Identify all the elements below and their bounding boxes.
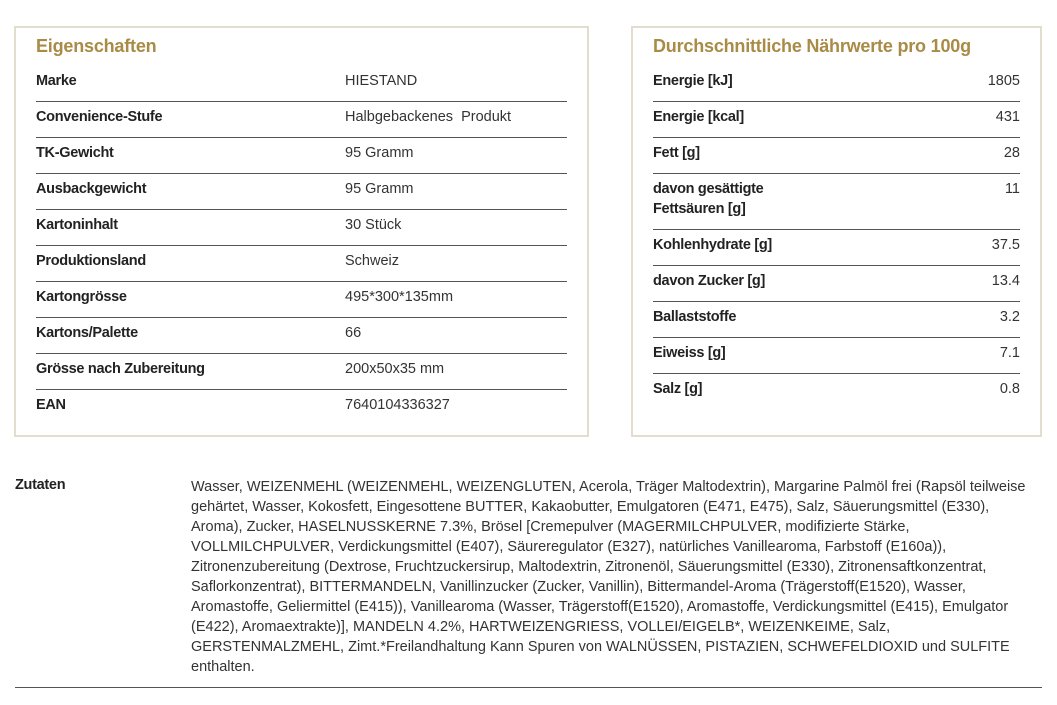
property-label: Kartons/Palette bbox=[36, 325, 138, 341]
nutrition-panel bbox=[631, 26, 1042, 437]
property-label: EAN bbox=[36, 397, 66, 413]
nutrition-value: 7.1 bbox=[999, 345, 1020, 361]
nutrition-label: Fett [g] bbox=[653, 145, 700, 161]
property-row-carton-size bbox=[36, 282, 567, 318]
nutrition-label: Energie [kcal] bbox=[653, 109, 744, 125]
property-row-bake-weight bbox=[36, 174, 567, 210]
ingredients-label: Zutaten bbox=[15, 477, 66, 493]
property-row-convenience bbox=[36, 102, 567, 138]
property-row-brand bbox=[36, 66, 567, 102]
ingredients-divider bbox=[15, 687, 1042, 688]
property-row-size-prepared bbox=[36, 354, 567, 390]
property-value: 95 Gramm bbox=[345, 145, 414, 161]
property-value: 95 Gramm bbox=[345, 181, 414, 197]
property-row-ean bbox=[36, 390, 567, 426]
property-value: 66 bbox=[345, 325, 362, 341]
nutrition-table bbox=[653, 66, 1020, 410]
nutrition-value: 0.8 bbox=[999, 381, 1020, 397]
property-label: Produktionsland bbox=[36, 253, 146, 269]
property-value: Schweiz bbox=[345, 253, 399, 269]
nutrition-row-sugar bbox=[653, 266, 1020, 302]
nutrition-row-carbohydrates bbox=[653, 230, 1020, 266]
property-label: Marke bbox=[36, 73, 77, 89]
nutrition-label: Eiweiss [g] bbox=[653, 345, 726, 361]
nutrition-label: Kohlenhydrate [g] bbox=[653, 237, 772, 253]
property-label: Grösse nach Zubereitung bbox=[36, 361, 205, 377]
nutrition-value: 11 bbox=[1004, 181, 1020, 197]
nutrition-row-energy-kj bbox=[653, 66, 1020, 102]
nutrition-row-salt bbox=[653, 374, 1020, 410]
nutrition-value: 13.4 bbox=[991, 273, 1020, 289]
nutrition-row-saturated-fat bbox=[653, 174, 1020, 230]
property-value: 200x50x35 mm bbox=[345, 361, 445, 377]
nutrition-value: 1805 bbox=[987, 73, 1020, 89]
properties-title: Eigenschaften bbox=[36, 36, 157, 56]
property-label: TK-Gewicht bbox=[36, 145, 114, 161]
property-value: 495*300*135mm bbox=[345, 289, 454, 305]
nutrition-value: 28 bbox=[1003, 145, 1020, 161]
nutrition-label: Energie [kJ] bbox=[653, 73, 733, 89]
property-row-country bbox=[36, 246, 567, 282]
nutrition-row-fiber bbox=[653, 302, 1020, 338]
nutrition-value: 431 bbox=[995, 109, 1020, 125]
properties-panel bbox=[14, 26, 589, 437]
nutrition-row-fat bbox=[653, 138, 1020, 174]
property-value: 30 Stück bbox=[345, 217, 402, 233]
ingredients-text: Wasser, WEIZENMEHL (WEIZENMEHL, WEIZENGLUTEN, Acerola, Träger Maltodextrin), Margarine Palmöl frei (Rapsöl teilweise gehärtet, Wasser, Kokosfett, Eingesottene BUTTER, Kakaobutter, Emulgatoren (E471, E475), Salz, Säuerungsmittel (E330), Aroma), Zucker, HASELNUSSKERNE 7.3%, Brösel [Cremepulver (MAGERMILCHPULVER, modifizierte Stärke, VOLLMILCHPULVER, Verdickungsmittel (E407), Säureregulator (E327), natürliches Vanillearoma, Farbstoff (E160a)), Zitronenzubereitung (Dextrose, Fruchtzuckersirup, Maltodextrin, Zitronenöl, Säuerungsmittel (E330), Zitronensaftkonzentrat, Saflorkonzentrat), BITTERMANDELN, Vanillinzucker (Zucker, Vanillin), Bittermandel-Aroma (Trägerstoff(E1520), Wasser, Aromastoffe, Geliermittel (E415)), Vanillearoma (Wasser, Trägerstoff(E1520), Aromastoffe, Verdickungsmittel (E415), Emulgator (E422), Aromaextrakte)], MANDELN 4.2%, HARTWEIZENGRIESS, VOLLEI/EIGELB*, WEIZENKEIME, Salz, GERSTENMALZMEHL, Zimt.*Freilandhaltung Kann Spuren von WALNÜSSEN, PISTAZIEN, SCHWEFELDIOXID und SULFITE enthalten. bbox=[191, 479, 1026, 675]
nutrition-label: davon gesättigte Fettsäuren [g] bbox=[653, 181, 764, 217]
property-row-cartons-pallet bbox=[36, 318, 567, 354]
property-label: Kartoninhalt bbox=[36, 217, 118, 233]
nutrition-value: 37.5 bbox=[991, 237, 1020, 253]
nutrition-label: davon Zucker [g] bbox=[653, 273, 766, 289]
property-label: Convenience-Stufe bbox=[36, 109, 163, 125]
property-label: Kartongrösse bbox=[36, 289, 127, 305]
properties-table bbox=[36, 66, 567, 426]
nutrition-row-energy-kcal bbox=[653, 102, 1020, 138]
property-row-carton-content bbox=[36, 210, 567, 246]
property-row-tk-weight bbox=[36, 138, 567, 174]
property-label: Ausbackgewicht bbox=[36, 181, 147, 197]
property-value: Halbgebackenes Produkt bbox=[345, 109, 512, 125]
nutrition-value: 3.2 bbox=[999, 309, 1020, 325]
nutrition-label: Salz [g] bbox=[653, 381, 703, 397]
nutrition-title: Durchschnittliche Nährwerte pro 100g bbox=[653, 36, 971, 56]
nutrition-label: Ballaststoffe bbox=[653, 309, 737, 325]
nutrition-row-protein bbox=[653, 338, 1020, 374]
property-value: HIESTAND bbox=[345, 73, 418, 89]
property-value: 7640104336327 bbox=[345, 397, 450, 413]
